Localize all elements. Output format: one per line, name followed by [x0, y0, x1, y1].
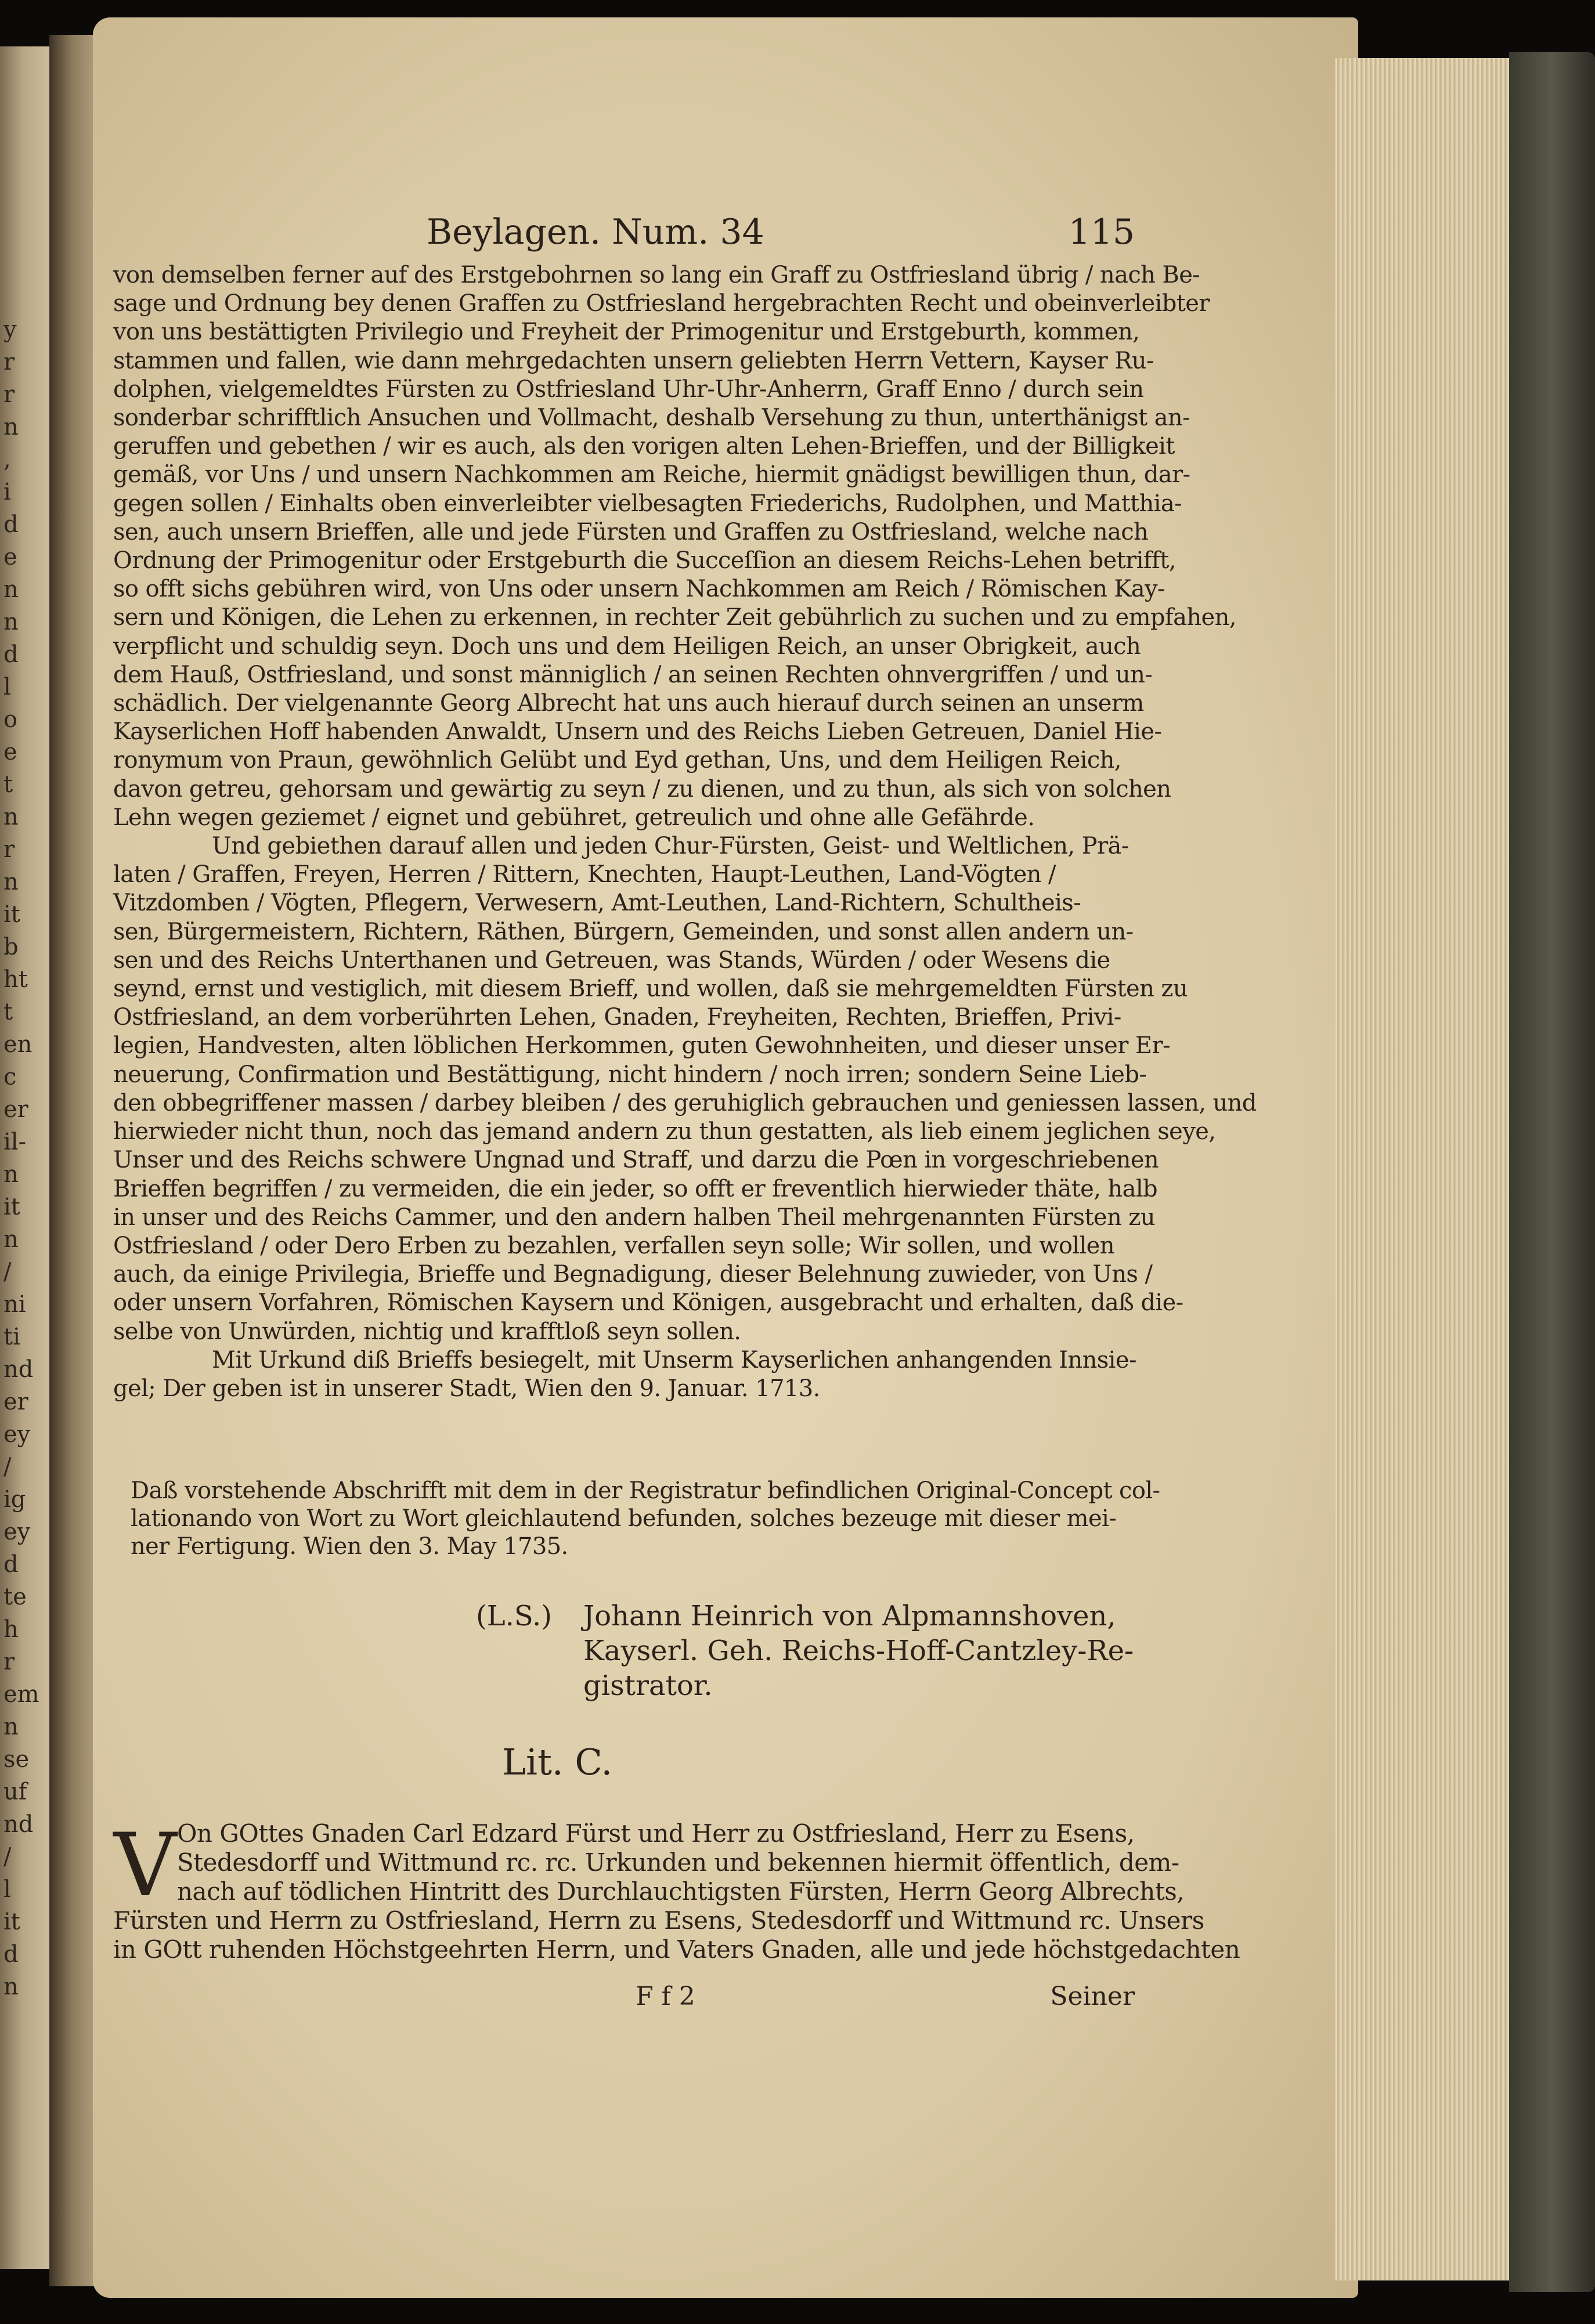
- signatory-title-cont: gistrator.: [583, 1669, 713, 1702]
- text-line: Lehn wegen geziemet / eignet und gebühret, getreulich und ohne alle Gefährde.: [113, 804, 1035, 831]
- book-cover: [1509, 52, 1595, 2292]
- text-line: Unser und des Reichs schwere Ungnad und Straff, und darzu die Pœn in vorgeschriebenen: [113, 1147, 1159, 1174]
- text-line: verpflicht und schuldig seyn. Doch uns und dem Heiligen Reich, an unser Obrigkeit, auch: [113, 632, 1141, 660]
- text-line: hierwieder nicht thun, noch das jemand andern zu thun gestatten, als lieb einem jeglichen seye,: [113, 1118, 1216, 1145]
- text-line: seynd, ernst und vestiglich, mit diesem Brieff, und wollen, daß sie mehrgemeldten Fürsten zu: [113, 975, 1188, 1003]
- text-line: Brieffen begriffen / zu vermeiden, die ein jeder, so offt er freventlich hierwieder thäte, halb: [113, 1175, 1158, 1202]
- seal-mark: (L.S.): [476, 1600, 553, 1632]
- text-line: geruffen und gebethen / wir es auch, als den vorigen alten Lehen-Brieffen, und der Billigkeit: [113, 433, 1175, 460]
- text-line: sage und Ordnung bey denen Graffen zu Ostfriesland hergebrachten Recht und obeinverleibter: [113, 290, 1210, 317]
- text-line: auch, da einige Privilegia, Brieffe und Begnadigung, dieser Belehnung zuwieder, von Uns /: [113, 1261, 1153, 1288]
- text-line: On GOttes Gnaden Carl Edzard Fürst und Herr zu Ostfriesland, Herr zu Esens,: [177, 1819, 1135, 1848]
- text-line: sen, Bürgermeistern, Richtern, Räthen, Bürgern, Gemeinden, und sonst allen andern un-: [113, 918, 1134, 945]
- text-line: Ordnung der Primogenitur oder Erstgeburth die Succeſſion an diesem Reichs-Lehen betrifft,: [113, 547, 1176, 574]
- section-heading: Lit. C.: [502, 1741, 613, 1783]
- page-footer: [113, 1982, 1135, 2016]
- text-line: Ostfriesland, an dem vorberührten Lehen, Gnaden, Freyheiten, Rechten, Brieffen, Privi-: [113, 1004, 1121, 1031]
- text-line: Und gebiethen darauf allen und jeden Chur-Fürsten, Geist- und Weltlichen, Prä-: [212, 833, 1129, 860]
- catchword: Seiner: [1050, 1982, 1135, 2011]
- text-line: neuerung, Confirmation und Bestättigung, nicht hindern / noch irren; sondern Seine Lieb-: [113, 1061, 1147, 1088]
- running-head: [113, 212, 1135, 258]
- text-line: legien, Handvesten, alten löblichen Herkommen, guten Gewohnheiten, und dieser unser Er-: [113, 1032, 1170, 1060]
- text-line: ner Fertigung. Wien den 3. May 1735.: [131, 1533, 568, 1560]
- left-page-text-fragments: y r r n , i d e n n d l o e t n r n it b ht t en c er il- n it n / ni ti nd er ey / ig ey d te h r em n se uf nd / l it d n: [3, 316, 39, 2000]
- signature-block: [476, 1599, 1138, 1703]
- text-line: von uns bestättigten Privilegio und Freyheit der Primogenitur und Erstgeburth, kommen,: [113, 319, 1140, 346]
- text-line: gel; Der geben ist in unserer Stadt, Wien den 9. Januar. 1713.: [113, 1375, 820, 1402]
- text-line: davon getreu, gehorsam und gewärtig zu seyn / zu dienen, und zu thun, als sich von solchen: [113, 775, 1171, 803]
- text-line: sern und Königen, die Lehen zu erkennen, in rechter Zeit gebührlich zu suchen und zu empfahen,: [113, 604, 1236, 631]
- text-line: sen, auch unsern Brieffen, alle und jede Fürsten und Graffen zu Ostfriesland, welche nach: [113, 518, 1149, 545]
- text-line: dolphen, vielgemeldtes Fürsten zu Ostfriesland Uhr-Uhr-Anherrn, Graff Enno / durch sein: [113, 375, 1144, 403]
- text-line: stammen und fallen, wie dann mehrgedachten unsern geliebten Herrn Vettern, Kayser Ru-: [113, 347, 1154, 374]
- text-line: gegen sollen / Einhalts oben einverleibter vielbesagten Friederichs, Rudolphen, und Matthia-: [113, 490, 1182, 517]
- decorated-initial: V: [113, 1815, 177, 1916]
- running-head-title: Beylagen. Num. 34: [427, 212, 764, 252]
- attestation: [131, 1477, 1160, 1560]
- text-line: in unser und des Reichs Cammer, und den andern halben Theil mehrgenannten Fürsten zu: [113, 1203, 1155, 1231]
- text-line: Vitzdomben / Vögten, Pflegern, Verwesern, Amt-Leuthen, Land-Richtern, Schultheis-: [113, 890, 1081, 917]
- page-edges: [1335, 58, 1509, 2280]
- text-line: dem Hauß, Ostfriesland, und sonst männiglich / an seinen Rechten ohnvergriffen / und un-: [113, 661, 1153, 688]
- text-line: in GOtt ruhenden Höchstgeehrten Herrn, und Vaters Gnaden, alle und jede höchstgedachten: [113, 1935, 1240, 1964]
- text-line: Daß vorstehende Abschrifft mit dem in der Registratur befindlichen Original-Concept col-: [131, 1477, 1160, 1504]
- signatory-name: Johann Heinrich von Alpmannshoven,: [583, 1600, 1116, 1632]
- charter-text: [113, 1815, 1240, 1964]
- text-line: den obbegriffener massen / darbey bleiben / des geruhiglich gebrauchen und geniessen lassen, und: [113, 1089, 1257, 1116]
- paragraph-1: [113, 261, 1236, 832]
- text-line: sonderbar schrifftlich Ansuchen und Vollmacht, deshalb Versehung zu thun, unterthänigst an-: [113, 404, 1190, 432]
- text-line: Stedesdorff und Wittmund rc. rc. Urkunden und bekennen hiermit öffentlich, dem-: [177, 1848, 1179, 1877]
- signature-mark: F f 2: [636, 1982, 695, 2011]
- text-line: sen und des Reichs Unterthanen und Getreuen, was Stands, Würden / oder Wesens die: [113, 946, 1110, 974]
- text-line: laten / Graffen, Freyen, Herren / Rittern, Knechten, Haupt-Leuthen, Land-Vögten /: [113, 861, 1056, 888]
- text-line: selbe von Unwürden, nichtig und krafftloß seyn sollen.: [113, 1318, 741, 1345]
- text-line: von demselben ferner auf des Erstgebohrnen so lang ein Graff zu Ostfriesland übrig / nach Be-: [113, 262, 1200, 288]
- text-line: schädlich. Der vielgenannte Georg Albrecht hat uns auch hierauf durch seinen an unserm: [113, 690, 1144, 717]
- signatory-title: Kayserl. Geh. Reichs-Hoff-Cantzley-Re-: [583, 1635, 1134, 1667]
- left-page-edge: [0, 46, 49, 2269]
- text-line: Kayserlichen Hoff habenden Anwaldt, Unsern und des Reichs Lieben Getreuen, Daniel Hie-: [113, 718, 1162, 746]
- text-line: Mit Urkund diß Brieffs besiegelt, mit Unserm Kayserlichen anhangenden Innsie-: [212, 1346, 1136, 1374]
- text-line: Fürsten und Herrn zu Ostfriesland, Herrn zu Esens, Stedesdorff und Wittmund rc. Unsers: [113, 1906, 1204, 1935]
- main-text: [113, 261, 1257, 1403]
- text-line: oder unsern Vorfahren, Römischen Kaysern und Königen, ausgebracht und erhalten, daß die-: [113, 1289, 1183, 1317]
- text-line: so offt sichs gebühren wird, von Uns oder unsern Nachkommen am Reich / Römischen Kay-: [113, 576, 1165, 603]
- text-line: nach auf tödlichen Hintritt des Durchlauchtigsten Fürsten, Herrn Georg Albrechts,: [177, 1877, 1185, 1906]
- text-line: lationando von Wort zu Wort gleichlautend befunden, solches bezeuge mit dieser mei-: [131, 1505, 1117, 1532]
- paragraph-3: [113, 1346, 1135, 1403]
- page-number: 115: [1068, 212, 1135, 252]
- text-line: ronymum von Praun, gewöhnlich Gelübt und Eyd gethan, Uns, und dem Heiligen Reich,: [113, 747, 1121, 774]
- text-line: Ostfriesland / oder Dero Erben zu bezahlen, verfallen seyn solle; Wir sollen, und wollen: [113, 1232, 1114, 1259]
- paragraph-2: [113, 832, 1257, 1346]
- text-line: gemäß, vor Uns / und unsern Nachkommen am Reiche, hiermit gnädigst bewilligen thun, dar-: [113, 461, 1190, 489]
